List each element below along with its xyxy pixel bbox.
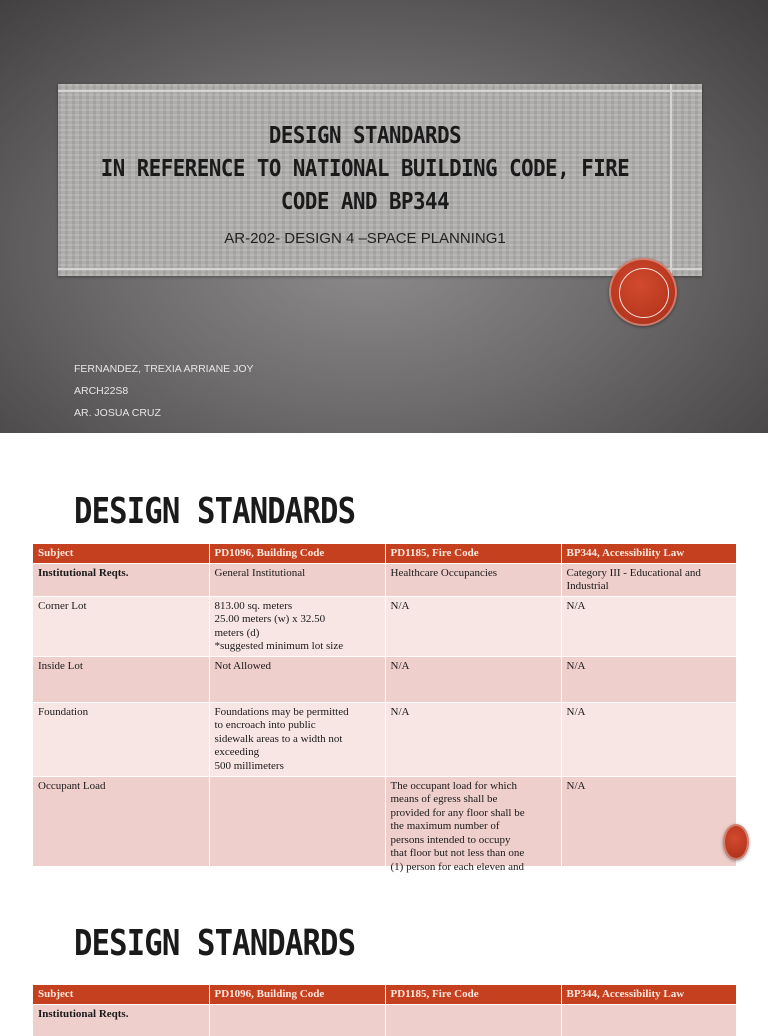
table-cell [561, 1004, 736, 1036]
title-panel [58, 84, 702, 276]
table-cell [209, 1004, 385, 1036]
table-row [33, 702, 736, 776]
table-cell: N/A [385, 702, 561, 776]
title-line-2: IN REFERENCE TO NATIONAL BUILDING CODE, FIRE [100, 156, 630, 182]
table-row [33, 563, 736, 596]
author-name: FERNANDEZ, TREXIA ARRIANE JOY [74, 363, 254, 375]
table-cell: N/A [561, 656, 736, 702]
title-line-1: DESIGN STANDARDS [268, 123, 462, 149]
table-cell: N/A [561, 596, 736, 656]
header-subject: Subject [33, 985, 209, 1004]
header-fire-code: PD1185, Fire Code [385, 985, 561, 1004]
table-header-row [33, 544, 736, 563]
table-row [33, 1004, 736, 1036]
header-subject: Subject [33, 544, 209, 563]
header-building-code: PD1096, Building Code [209, 544, 385, 563]
table-cell: Category III - Educational and Industrial [561, 563, 736, 596]
table-row [33, 656, 736, 702]
panel-divider-top [58, 90, 702, 92]
standards-table [33, 544, 737, 873]
table-cell: Not Allowed [209, 656, 385, 702]
table-row [33, 596, 736, 656]
table-cell [385, 1004, 561, 1036]
table-cell: General Institutional [209, 563, 385, 596]
header-accessibility-law: BP344, Accessibility Law [561, 985, 736, 1004]
credits-block [74, 358, 254, 424]
decorative-circle-icon [723, 824, 749, 860]
occupant-load-text: The occupant load for which means of egress shall be provided for any floor shall be the maximum number of persons intended to occupy that floor but not less than one (1) person for each eleven and [390, 779, 525, 873]
table-cell [385, 776, 561, 873]
title-line-3: CODE AND BP344 [280, 189, 450, 215]
panel-divider-right [670, 84, 672, 276]
slide-heading: DESIGN STANDARDS [74, 923, 356, 964]
presentation-subtitle: AR-202- DESIGN 4 –SPACE PLANNING1 [224, 230, 506, 247]
table-cell: Corner Lot [33, 596, 209, 656]
header-accessibility-law: BP344, Accessibility Law [561, 544, 736, 563]
slide-heading: DESIGN STANDARDS [74, 491, 356, 532]
table-cell: N/A [561, 702, 736, 776]
standards-table [33, 985, 737, 1036]
table-header-row [33, 985, 736, 1004]
table-cell: Foundations may be permitted to encroach into public sidewalk areas to a width not exceeding 500 millimeters [209, 702, 385, 776]
header-building-code: PD1096, Building Code [209, 985, 385, 1004]
design-standards-slide-continued [0, 873, 768, 1024]
title-slide [0, 0, 768, 433]
presentation-title [100, 120, 631, 219]
table-cell: Institutional Reqts. [33, 563, 209, 596]
decorative-circle-icon [609, 258, 677, 326]
table-cell: Foundation [33, 702, 209, 776]
section-code: ARCH22S8 [74, 385, 129, 397]
table-cell: Occupant Load [33, 776, 209, 866]
table-cell [209, 776, 385, 866]
table-cell: Inside Lot [33, 656, 209, 702]
table-cell: 813.00 sq. meters 25.00 meters (w) x 32.50 meters (d) *suggested minimum lot size [209, 596, 385, 656]
panel-divider-bottom [58, 268, 702, 270]
instructor-name: AR. JOSUA CRUZ [74, 407, 161, 419]
header-fire-code: PD1185, Fire Code [385, 544, 561, 563]
table-cell: Healthcare Occupancies [385, 563, 561, 596]
design-standards-slide [0, 433, 768, 873]
table-cell: N/A [561, 776, 736, 866]
table-cell: N/A [385, 656, 561, 702]
table-row [33, 776, 736, 866]
table-cell: N/A [385, 596, 561, 656]
table-cell: Institutional Reqts. [33, 1004, 209, 1036]
